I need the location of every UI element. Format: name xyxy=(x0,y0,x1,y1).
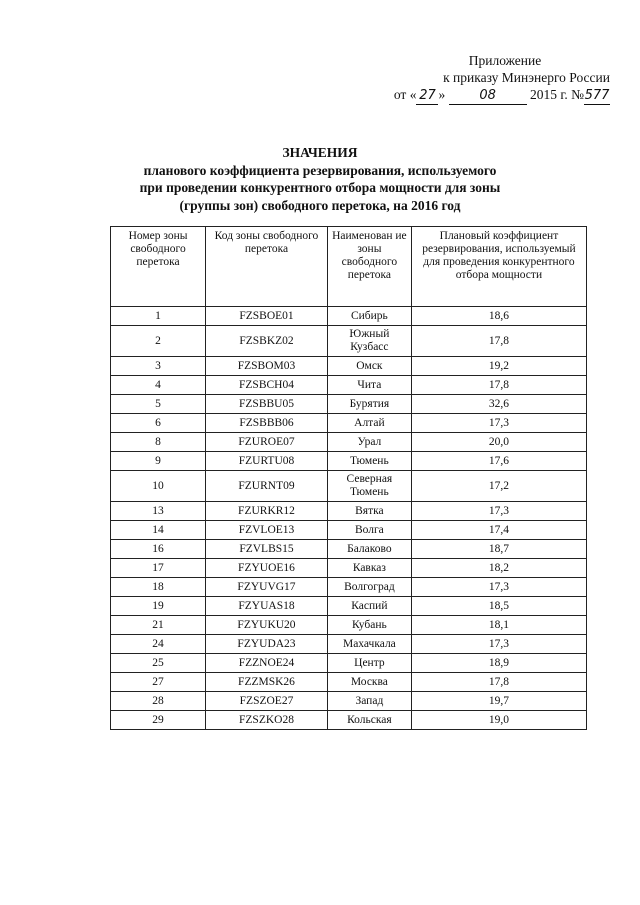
table-row xyxy=(111,654,587,673)
zone-name-cell: Москва xyxy=(327,673,411,692)
appendix-label: Приложение xyxy=(468,53,542,68)
table-row xyxy=(111,616,587,635)
order-year: 2015 г. № xyxy=(529,87,584,102)
zone-name-cell: Волгоград xyxy=(327,578,411,597)
coefficient-cell: 18,1 xyxy=(411,616,586,635)
table-row xyxy=(111,711,587,730)
coefficient-cell: 18,7 xyxy=(411,540,586,559)
table-row xyxy=(111,376,587,395)
zone-code-cell: FZSBCH04 xyxy=(206,376,328,395)
table-row xyxy=(111,673,587,692)
coefficient-cell: 18,2 xyxy=(411,559,586,578)
zone-code-cell: FZURKR12 xyxy=(206,502,328,521)
zone-name-cell: Алтай xyxy=(327,414,411,433)
zone-number-cell: 21 xyxy=(111,616,206,635)
coefficient-cell: 19,0 xyxy=(411,711,586,730)
document-title xyxy=(100,144,540,214)
zone-name-cell: Махачкала xyxy=(327,635,411,654)
coefficient-cell: 17,3 xyxy=(411,578,586,597)
coefficient-cell: 17,8 xyxy=(411,376,586,395)
zone-number-cell: 2 xyxy=(111,326,206,357)
order-reference: к приказу Минэнерго России xyxy=(443,70,610,85)
zone-code-cell: FZSZKO28 xyxy=(206,711,328,730)
title-line-1: ЗНАЧЕНИЯ xyxy=(282,145,358,160)
order-number: 577 xyxy=(584,88,610,103)
zone-code-cell: FZYUAS18 xyxy=(206,597,328,616)
zone-code-cell: FZSZOE27 xyxy=(206,692,328,711)
zone-number-cell: 8 xyxy=(111,433,206,452)
table-row xyxy=(111,326,587,357)
zone-code-cell: FZZMSK26 xyxy=(206,673,328,692)
zone-code-cell: FZYUOE16 xyxy=(206,559,328,578)
zone-code-cell: FZZNOE24 xyxy=(206,654,328,673)
zone-number-cell: 1 xyxy=(111,307,206,326)
zone-name-cell: Омск xyxy=(327,357,411,376)
table-row xyxy=(111,414,587,433)
table-body xyxy=(111,307,587,730)
coefficient-cell: 18,9 xyxy=(411,654,586,673)
title-line-2: планового коэффициента резервирования, используемого xyxy=(143,162,497,178)
zone-name-cell: Северная Тюмень xyxy=(327,471,411,502)
zone-name-cell: Кубань xyxy=(327,616,411,635)
coefficient-cell: 18,5 xyxy=(411,597,586,616)
zone-code-cell: FZSBOM03 xyxy=(206,357,328,376)
zone-name-cell: Кавказ xyxy=(327,559,411,578)
zone-name-cell: Запад xyxy=(327,692,411,711)
order-month: 08 xyxy=(449,87,527,105)
header-zone-name: Наименован ие зоны свободного перетока xyxy=(327,227,411,307)
zone-name-cell: Сибирь xyxy=(327,307,411,326)
table-row xyxy=(111,521,587,540)
zone-number-cell: 29 xyxy=(111,711,206,730)
zone-number-cell: 28 xyxy=(111,692,206,711)
zone-name-cell: Урал xyxy=(327,433,411,452)
table-row xyxy=(111,559,587,578)
zone-name-cell: Центр xyxy=(327,654,411,673)
coefficient-cell: 17,2 xyxy=(411,471,586,502)
coefficient-cell: 17,3 xyxy=(411,414,586,433)
zone-code-cell: FZSBBB06 xyxy=(206,414,328,433)
zone-number-cell: 13 xyxy=(111,502,206,521)
zone-name-cell: Волга xyxy=(327,521,411,540)
table-row xyxy=(111,502,587,521)
zone-number-cell: 16 xyxy=(111,540,206,559)
zone-name-cell: Южный Кузбасс xyxy=(327,326,411,357)
zone-number-cell: 6 xyxy=(111,414,206,433)
zone-number-cell: 19 xyxy=(111,597,206,616)
coefficient-cell: 20,0 xyxy=(411,433,586,452)
zone-code-cell: FZYUDA23 xyxy=(206,635,328,654)
zone-number-cell: 9 xyxy=(111,452,206,471)
appendix-header xyxy=(360,52,610,105)
coefficients-table xyxy=(110,226,587,730)
zone-number-cell: 17 xyxy=(111,559,206,578)
order-day: 27 xyxy=(416,87,438,105)
coefficient-cell: 19,7 xyxy=(411,692,586,711)
table-row xyxy=(111,597,587,616)
table-row xyxy=(111,433,587,452)
coefficient-cell: 17,8 xyxy=(411,673,586,692)
zone-number-cell: 3 xyxy=(111,357,206,376)
zone-name-cell: Бурятия xyxy=(327,395,411,414)
header-zone-number: Номер зоны свободного перетока xyxy=(111,227,206,307)
zone-name-cell: Балаково xyxy=(327,540,411,559)
zone-code-cell: FZSBBU05 xyxy=(206,395,328,414)
header-coefficient: Плановый коэффициент резервирования, используемый для проведения конкурентного отбора мощности xyxy=(411,227,586,307)
zone-code-cell: FZVLOE13 xyxy=(206,521,328,540)
zone-number-cell: 5 xyxy=(111,395,206,414)
zone-code-cell: FZUROE07 xyxy=(206,433,328,452)
zone-number-cell: 24 xyxy=(111,635,206,654)
table-header-row xyxy=(111,227,587,307)
zone-number-cell: 4 xyxy=(111,376,206,395)
zone-number-cell: 25 xyxy=(111,654,206,673)
zone-number-cell: 18 xyxy=(111,578,206,597)
zone-number-cell: 27 xyxy=(111,673,206,692)
zone-name-cell: Каспий xyxy=(327,597,411,616)
title-line-3: при проведении конкурентного отбора мощности для зоны xyxy=(139,180,501,195)
title-line-4: (группы зон) свободного перетока, на 2016 год xyxy=(179,197,461,213)
from-prefix: от « xyxy=(393,87,417,102)
coefficient-cell: 17,3 xyxy=(411,502,586,521)
table-row xyxy=(111,635,587,654)
coefficient-cell: 17,8 xyxy=(411,326,586,357)
zone-number-cell: 14 xyxy=(111,521,206,540)
table-row xyxy=(111,540,587,559)
table-row xyxy=(111,452,587,471)
zone-name-cell: Тюмень xyxy=(327,452,411,471)
table-row xyxy=(111,395,587,414)
coefficient-cell: 17,3 xyxy=(411,635,586,654)
coefficient-cell: 17,4 xyxy=(411,521,586,540)
zone-code-cell: FZSBOE01 xyxy=(206,307,328,326)
zone-code-cell: FZVLBS15 xyxy=(206,540,328,559)
zone-code-cell: FZURTU08 xyxy=(206,452,328,471)
coefficient-cell: 18,6 xyxy=(411,307,586,326)
coefficient-cell: 17,6 xyxy=(411,452,586,471)
zone-name-cell: Чита xyxy=(327,376,411,395)
zone-code-cell: FZSBKZ02 xyxy=(206,326,328,357)
table-row xyxy=(111,471,587,502)
table-row xyxy=(111,578,587,597)
table-row xyxy=(111,357,587,376)
coefficient-cell: 32,6 xyxy=(411,395,586,414)
zone-code-cell: FZURNT09 xyxy=(206,471,328,502)
zone-name-cell: Вятка xyxy=(327,502,411,521)
zone-code-cell: FZYUVG17 xyxy=(206,578,328,597)
zone-name-cell: Кольская xyxy=(327,711,411,730)
coefficient-cell: 19,2 xyxy=(411,357,586,376)
order-date-number xyxy=(360,86,610,105)
table-row xyxy=(111,307,587,326)
header-zone-code: Код зоны свободного перетока xyxy=(206,227,328,307)
table-row xyxy=(111,692,587,711)
quote-close: » xyxy=(438,87,446,102)
zone-code-cell: FZYUKU20 xyxy=(206,616,328,635)
zone-number-cell: 10 xyxy=(111,471,206,502)
